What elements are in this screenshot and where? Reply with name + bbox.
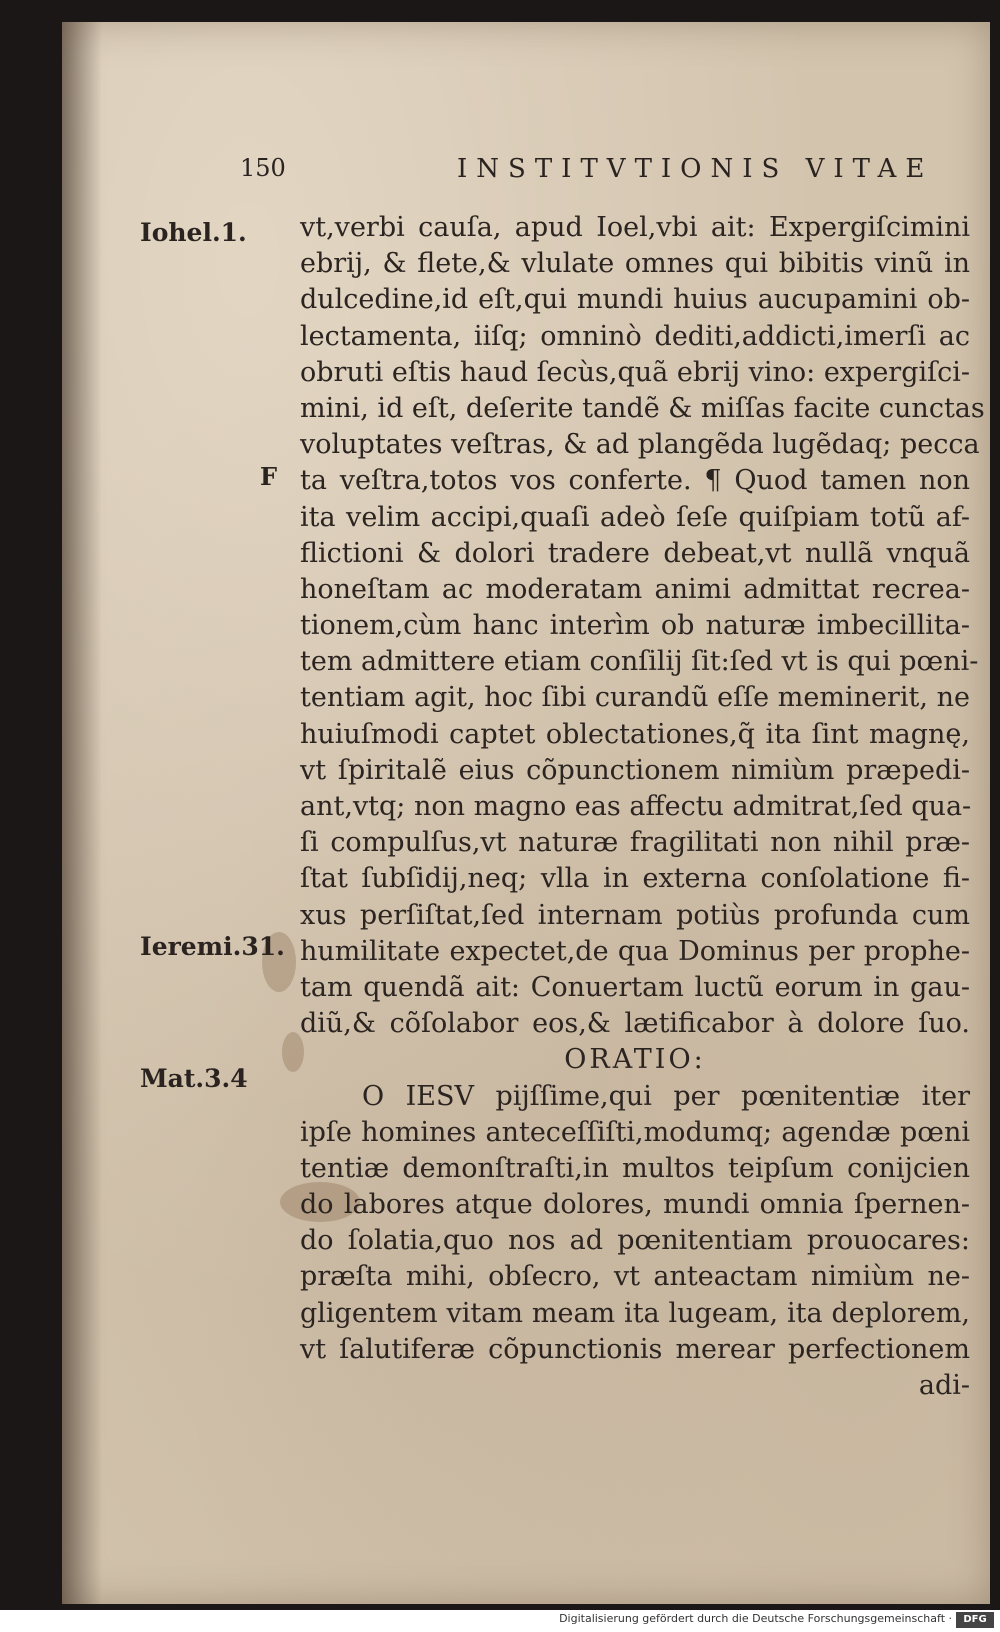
page-gutter-shadow (62, 22, 102, 1604)
text-line: ant,vtq; non magno eas affectu admitrat,ſed qua- (300, 791, 972, 822)
text-line: ſtat ſubſidij,neq; vlla in externa conſolatione fi- (300, 863, 970, 895)
text-line: mini, id eſt, deſerite tandẽ & miſſas facite cunctas (300, 392, 985, 424)
oration-line: O IESV pijſſime,qui per pœnitentiæ iter (362, 1080, 970, 1112)
main-text (300, 210, 985, 1404)
text-line: ta veſtra,totos vos conferte. ¶ Quod tamen non (300, 465, 970, 497)
text-line: tionem,cùm hanc interìm ob naturæ imbecillita- (300, 610, 970, 642)
text-line: xus perſiſtat,ſed internam potiùs profunda cum (300, 899, 970, 931)
digitization-footer (0, 1610, 1000, 1632)
oration-line: ipſe homines anteceſſiſti,modumq; agendæ pœni (300, 1116, 970, 1148)
text-line: diũ,& cõſolabor eos,& lætificabor à dolore ſuo. (300, 1008, 970, 1040)
margin-note-iohel: Iohel.1. (140, 218, 247, 247)
text-line: honeſtam ac moderatam animi admittat recrea- (300, 573, 970, 605)
text-line: ita velim accipi,quaſi adeò ſeſe quiſpiam totũ af- (300, 501, 970, 533)
oration-line: præſta mihi, obſecro, vt anteactam nimiùm ne- (300, 1261, 970, 1293)
text-line: lectamenta, iiſq; omninò dediti,addicti,imerſi ac (300, 320, 970, 352)
text-line: vt ſpiritalẽ eius cõpunctionem nimiùm præpedi- (300, 754, 970, 786)
text-line: huiuſmodi captet oblectationes,q̃ ita ſint magnę, (300, 718, 970, 750)
margin-mark-f: F (260, 462, 278, 491)
text-line: flictioni & dolori tradere debeat,vt nullã vnquã (300, 537, 970, 569)
text-line: dulcedine,id eſt,qui mundi huius aucupamini ob- (300, 284, 970, 316)
text-line: obruti eſtis haud ſecùs,quã ebrij vino: expergiſci- (300, 356, 970, 388)
text-line: tentiam agit, hoc ſibi curandũ eſſe meminerit, ne (300, 682, 970, 714)
dfg-logo: DFG (956, 1612, 994, 1628)
margin-note-ieremi: Ieremi.31. (140, 932, 285, 961)
page-number: 150 (240, 154, 286, 182)
running-title: INSTITVTIONIS VITAE (457, 154, 934, 184)
funding-credit: Digitalisierung gefördert durch die Deutsche Forschungsgemeinschaft · (559, 1612, 952, 1625)
text-line: tem admittere etiam conſilij ſit:ſed vt is qui pœni- (300, 646, 979, 678)
oration-line: gligentem vitam meam ita lugeam, ita deplorem, (300, 1297, 970, 1329)
oration-line: do labores atque dolores, mundi omnia ſpernen- (300, 1189, 970, 1221)
text-line: humilitate expectet,de qua Dominus per prophe- (300, 935, 970, 967)
catchword: adi- (918, 1370, 970, 1401)
oration-line: do ſolatia,quo nos ad pœnitentiam prouocares: (300, 1225, 970, 1257)
margin-note-mat: Mat.3.4 (140, 1064, 248, 1093)
text-line: tam quendã ait: Conuertam luctũ eorum in gau- (300, 971, 970, 1003)
oration-line: tentiæ demonſtraſti,in multos teipſum conijcien (300, 1152, 970, 1184)
book-page (62, 22, 990, 1604)
text-line: ſi compulſus,vt naturæ fragilitati non nihil præ- (300, 827, 970, 859)
oration-heading: ORATIO: (564, 1044, 706, 1076)
page-header (62, 150, 990, 194)
text-line: ebrij, & flete,& vlulate omnes qui bibitis vinũ in (300, 248, 970, 280)
text-line: voluptates veſtras, & ad plangẽda lugẽdaq; pecca (300, 429, 980, 461)
text-line: vt,verbi cauſa, apud Ioel,vbi ait: Expergiſcimini (300, 212, 970, 243)
oration-line: vt ſalutiferæ cõpunctionis merear perfectionem (300, 1333, 970, 1365)
